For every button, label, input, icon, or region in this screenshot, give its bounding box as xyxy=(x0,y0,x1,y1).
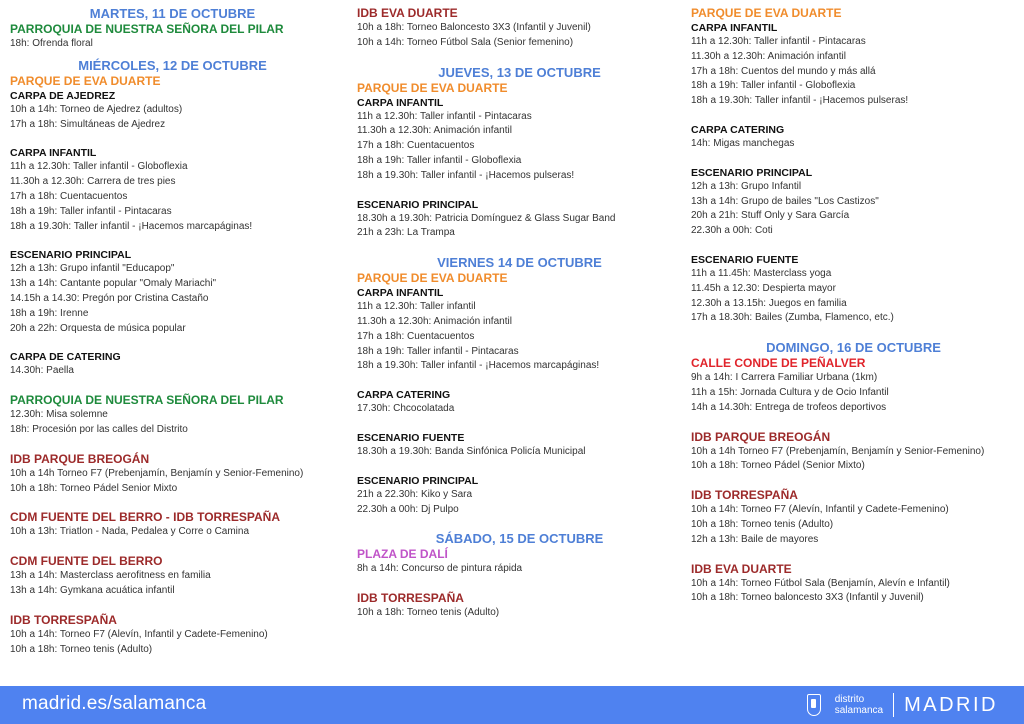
event-item: 10h a 18h: Torneo tenis (Adulto) xyxy=(357,607,500,619)
spacer xyxy=(357,417,682,431)
event-item: 13h a 14h: Gymkana acuática infantil xyxy=(10,584,175,596)
event-item: 10h a 13h: Triatlon - Nada, Pedalea y Corre o Camina xyxy=(10,526,250,538)
event-item: 18h a 19.30h: Taller infantil - ¡Hacemos pulseras! xyxy=(357,169,575,181)
venue-heading: CALLE CONDE DE PEÑALVER xyxy=(691,356,866,371)
spacer xyxy=(10,336,335,350)
spacer xyxy=(10,438,335,452)
logo-divider xyxy=(893,693,894,717)
venue-heading: IDB EVA DUARTE xyxy=(691,561,792,576)
event-item: 10h a 18h: Torneo Pádel (Senior Mixto) xyxy=(691,460,865,472)
event-item: 13h a 14h: Cantante popular "Omaly Mariachi" xyxy=(10,278,217,290)
day-heading: DOMINGO, 16 DE OCTUBRE xyxy=(766,340,941,356)
event-item: 14.30h: Paella xyxy=(10,365,74,377)
event-item: 17h a 18h: Cuentacuentos xyxy=(10,190,128,202)
venue-heading: PARQUE DE EVA DUARTE xyxy=(691,6,842,20)
venue-heading: PARQUE DE EVA DUARTE xyxy=(10,73,161,88)
event-item: 21h a 22.30h: Kiko y Sara xyxy=(357,488,473,500)
venue-heading: PARROQUIA DE NUESTRA SEÑORA DEL PILAR xyxy=(10,22,284,36)
venue-heading: PLAZA DE DALÍ xyxy=(357,547,448,562)
event-item: 8h a 14h: Concurso de pintura rápida xyxy=(357,563,523,575)
venue-heading: IDB PARQUE BREOGÁN xyxy=(10,451,150,466)
venue-heading: IDB EVA DUARTE xyxy=(357,6,458,20)
program-column-1 xyxy=(10,6,335,657)
event-item: 12h a 13h: Baile de mayores xyxy=(691,533,819,545)
event-item: 11.30h a 12.30h: Animación infantil xyxy=(357,315,512,327)
spacer xyxy=(691,416,1016,430)
spacer xyxy=(357,51,682,65)
event-item: 12h a 13h: Grupo Infantil xyxy=(691,180,802,192)
event-item: 17h a 18.30h: Bailes (Zumba, Flamenco, etc.) xyxy=(691,312,894,324)
event-item: 10h a 14h Torneo F7 (Prebenjamín, Benjamín y Senior-Femenino) xyxy=(691,445,985,457)
venue-heading: PARQUE DE EVA DUARTE xyxy=(357,80,508,95)
day-heading: SÁBADO, 15 DE OCTUBRE xyxy=(435,531,604,547)
section-heading: ESCENARIO PRINCIPAL xyxy=(10,249,132,262)
section-heading: ESCENARIO PRINCIPAL xyxy=(357,198,479,211)
spacer xyxy=(10,540,335,554)
event-item: 11h a 12.30h: Taller infantil xyxy=(357,301,476,313)
spacer xyxy=(691,152,1016,166)
spacer xyxy=(691,474,1016,488)
event-item: 10h a 14h: Torneo Fútbol Sala (Senior femenino) xyxy=(357,36,574,48)
event-item: 22.30h a 00h: Coti xyxy=(691,225,773,237)
event-item: 18h: Ofrenda floral xyxy=(10,38,93,49)
district-logo xyxy=(807,692,998,718)
spacer xyxy=(357,241,682,255)
madrid-crest-icon xyxy=(807,694,821,716)
event-item: 18h a 19h: Taller infantil - Globoflexia xyxy=(691,80,856,92)
program-column-3 xyxy=(691,6,1016,606)
section-heading: CARPA DE AJEDREZ xyxy=(10,89,116,102)
event-item: 10h a 18h: Torneo Baloncesto 3X3 (Infantil y Juvenil) xyxy=(357,22,591,33)
spacer xyxy=(10,132,335,146)
event-item: 18h a 19.30h: Taller infantil - ¡Hacemos marcapáginas! xyxy=(357,360,600,372)
district-name xyxy=(835,694,883,716)
event-item: 12.30h: Misa solemne xyxy=(10,409,108,421)
event-item: 20h a 22h: Orquesta de música popular xyxy=(10,322,186,334)
event-item: 17h a 18h: Cuentacuentos xyxy=(357,330,475,342)
event-item: 12h a 13h: Grupo infantil "Educapop" xyxy=(10,263,175,275)
spacer xyxy=(10,379,335,393)
day-heading: JUEVES, 13 DE OCTUBRE xyxy=(438,64,601,80)
event-item: 10h a 18h: Torneo tenis (Adulto) xyxy=(10,643,153,655)
venue-heading: PARROQUIA DE NUESTRA SEÑORA DEL PILAR xyxy=(10,393,284,408)
event-item: 14h: Migas manchegas xyxy=(691,137,795,149)
venue-heading: IDB TORRESPAÑA xyxy=(691,488,798,503)
event-item: 10h a 18h: Torneo tenis (Adulto) xyxy=(691,518,834,530)
spacer xyxy=(10,234,335,248)
venue-heading: IDB TORRESPAÑA xyxy=(10,612,117,627)
event-item: 11h a 12.30h: Taller infantil - Pintacaras xyxy=(691,36,866,47)
section-heading: ESCENARIO FUENTE xyxy=(357,431,465,444)
district-line-2: salamanca xyxy=(834,705,884,716)
event-item: 10h a 18h: Torneo baloncesto 3X3 (Infantil y Juvenil) xyxy=(691,592,924,604)
spacer xyxy=(357,577,682,591)
event-item: 10h a 14h: Torneo F7 (Alevín, Infantil y Cadete-Femenino) xyxy=(691,504,949,516)
spacer xyxy=(691,548,1016,562)
event-item: 14.15h a 14.30: Pregón por Cristina Castaño xyxy=(10,292,209,304)
section-heading: ESCENARIO PRINCIPAL xyxy=(691,166,813,179)
section-heading: ESCENARIO PRINCIPAL xyxy=(357,474,479,487)
section-heading: ESCENARIO FUENTE xyxy=(691,253,799,266)
venue-heading: CDM FUENTE DEL BERRO - IDB TORRESPAÑA xyxy=(10,510,281,525)
event-item: 10h a 14h: Torneo de Ajedrez (adultos) xyxy=(10,103,183,115)
spacer xyxy=(357,374,682,388)
event-item: 17h a 18h: Simultáneas de Ajedrez xyxy=(10,118,166,130)
event-item: 11.30h a 12.30h: Carrera de tres pies xyxy=(10,176,176,188)
event-item: 10h a 14h: Torneo Fútbol Sala (Benjamín, Alevín e Infantil) xyxy=(691,577,950,589)
section-heading: CARPA CATERING xyxy=(691,123,785,136)
event-item: 18.30h a 19.30h: Patricia Domínguez & Glass Sugar Band xyxy=(357,212,616,224)
event-item: 18h a 19h: Taller infantil - Globoflexia xyxy=(357,154,522,166)
spacer xyxy=(357,460,682,474)
city-name: MADRID xyxy=(904,693,998,716)
section-heading: CARPA INFANTIL xyxy=(357,96,444,109)
event-item: 13h a 14h: Grupo de bailes "Los Castizos" xyxy=(691,195,879,207)
footer-url-link[interactable]: madrid.es/salamanca xyxy=(22,693,207,714)
district-line-1: distrito xyxy=(834,694,865,705)
spacer xyxy=(357,184,682,198)
event-item: 18h a 19.30h: Taller infantil - ¡Hacemos pulseras! xyxy=(691,95,909,107)
event-item: 13h a 14h: Masterclass aerofitness en familia xyxy=(10,570,211,582)
event-item: 18h: Procesión por las calles del Distrito xyxy=(10,423,188,435)
spacer xyxy=(10,599,335,613)
section-heading: CARPA INFANTIL xyxy=(357,287,444,300)
event-item: 20h a 21h: Stuff Only y Sara García xyxy=(691,210,850,222)
event-item: 10h a 14h Torneo F7 (Prebenjamín, Benjamín y Senior-Femenino) xyxy=(10,467,304,479)
event-item: 18h a 19h: Irenne xyxy=(10,307,89,319)
spacer xyxy=(691,109,1016,123)
event-item: 11h a 12.30h: Taller infantil - Globoflexia xyxy=(10,161,188,173)
event-item: 11h a 11.45h: Masterclass yoga xyxy=(691,267,832,279)
event-item: 18.30h a 19.30h: Banda Sinfónica Policía Municipal xyxy=(357,445,586,457)
section-heading: CARPA INFANTIL xyxy=(10,147,97,160)
venue-heading: IDB TORRESPAÑA xyxy=(357,591,464,606)
event-item: 9h a 14h: I Carrera Familiar Urbana (1km) xyxy=(691,372,878,384)
program-column-2 xyxy=(357,6,682,621)
venue-heading: PARQUE DE EVA DUARTE xyxy=(357,271,508,286)
event-item: 11h a 12.30h: Taller infantil - Pintacaras xyxy=(357,110,532,122)
event-item: 18h a 19h: Taller infantil - Pintacaras xyxy=(357,345,519,357)
section-heading: CARPA CATERING xyxy=(357,389,451,402)
event-item: 11h a 15h: Jornada Cultura y de Ocio Infantil xyxy=(691,386,889,398)
day-heading: MIÉRCOLES, 12 DE OCTUBRE xyxy=(78,57,267,73)
event-item: 17h a 18h: Cuentacuentos xyxy=(357,140,475,152)
event-item: 18h a 19h: Taller infantil - Pintacaras xyxy=(10,205,172,217)
event-item: 17h a 18h: Cuentos del mundo y más allá xyxy=(691,65,876,77)
spacer xyxy=(357,517,682,531)
event-item: 22.30h a 00h: Dj Pulpo xyxy=(357,503,459,515)
event-item: 11.30h a 12.30h: Animación infantil xyxy=(691,50,846,62)
day-heading: VIERNES 14 DE OCTUBRE xyxy=(437,255,602,271)
spacer xyxy=(691,326,1016,340)
footer-bar xyxy=(0,686,1024,724)
venue-heading: CDM FUENTE DEL BERRO xyxy=(10,554,163,569)
section-heading: CARPA INFANTIL xyxy=(691,22,778,34)
event-item: 11.45h a 12.30: Despierta mayor xyxy=(691,282,836,294)
event-item: 12.30h a 13.15h: Juegos en familia xyxy=(691,297,847,309)
event-item: 14h a 14.30h: Entrega de trofeos deportivos xyxy=(691,401,887,413)
section-heading: CARPA DE CATERING xyxy=(10,351,121,364)
spacer xyxy=(10,496,335,510)
event-item: 21h a 23h: La Trampa xyxy=(357,227,455,239)
event-item: 18h a 19.30h: Taller infantil - ¡Hacemos marcapáginas! xyxy=(10,220,253,232)
venue-heading: IDB PARQUE BREOGÁN xyxy=(691,429,831,444)
event-item: 17.30h: Chcocolatada xyxy=(357,403,455,415)
spacer xyxy=(691,239,1016,253)
event-item: 10h a 14h: Torneo F7 (Alevín, Infantil y Cadete-Femenino) xyxy=(10,628,268,640)
day-heading: MARTES, 11 DE OCTUBRE xyxy=(89,6,256,21)
event-item: 10h a 18h: Torneo Pádel Senior Mixto xyxy=(10,482,178,494)
event-item: 11.30h a 12.30h: Animación infantil xyxy=(357,125,512,137)
